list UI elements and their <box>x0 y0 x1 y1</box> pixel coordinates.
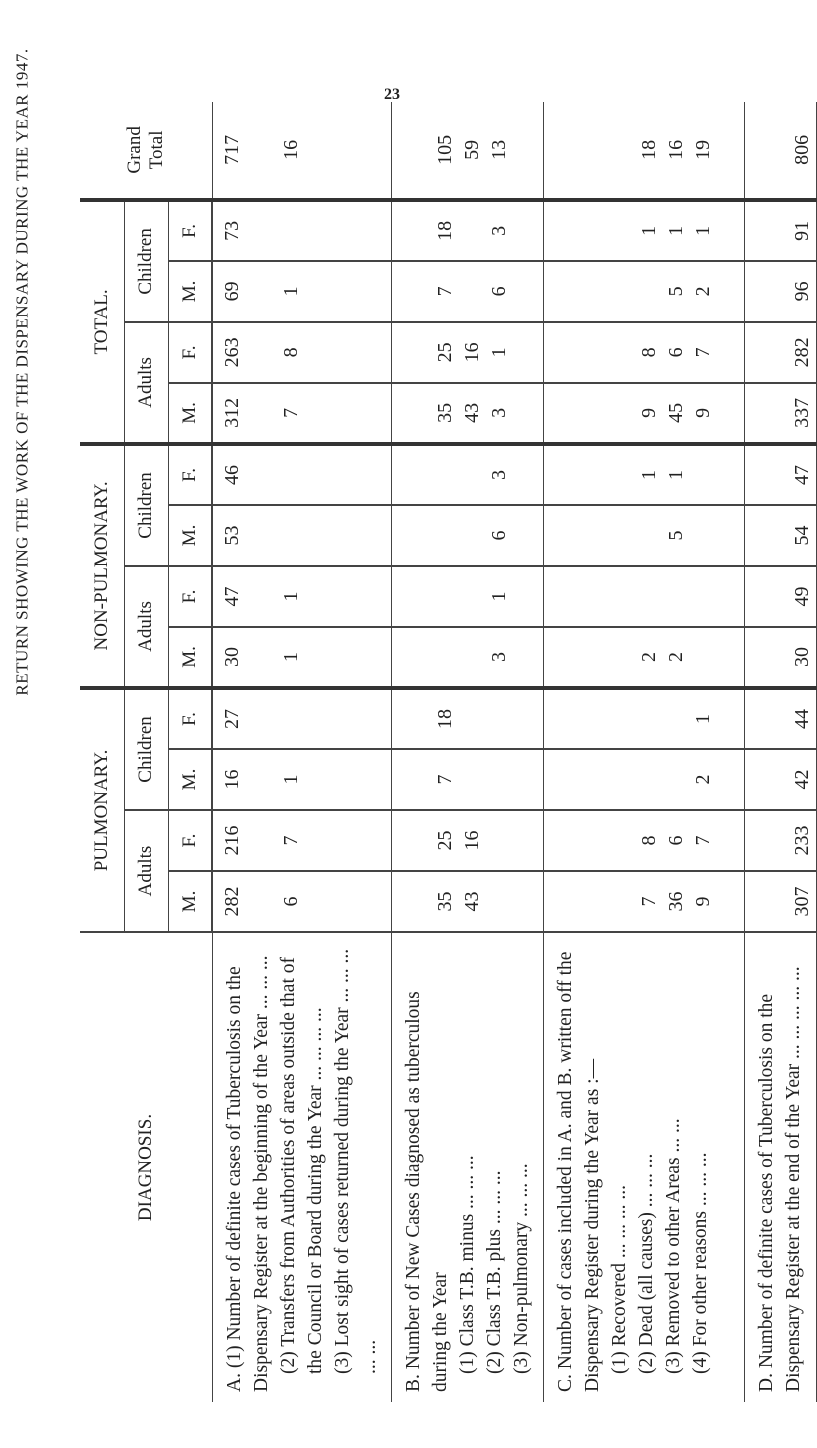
value-stack <box>544 325 744 380</box>
col-f: F. <box>168 688 212 749</box>
value-cell <box>543 688 744 749</box>
cell-value: 312 <box>221 397 243 428</box>
value-stack <box>392 569 513 624</box>
value-stack <box>745 630 816 684</box>
value-cell <box>391 810 543 871</box>
diagnosis-header: DIAGNOSIS. <box>80 932 212 1402</box>
pulm-children-header: Children <box>124 688 168 810</box>
cell-value: 1 <box>280 591 302 602</box>
value-cell <box>543 505 744 566</box>
cell-value: 6 <box>664 835 687 846</box>
value-cell <box>543 383 744 444</box>
value-stack <box>213 448 378 502</box>
value-stack <box>392 104 513 196</box>
col-f: F. <box>168 444 212 505</box>
value-stack <box>392 752 513 807</box>
value-cell <box>212 688 391 749</box>
value-stack <box>745 569 816 624</box>
value-stack <box>745 204 816 258</box>
col-m: M. <box>168 749 212 810</box>
cell-value: 16 <box>664 139 687 160</box>
rotated-table <box>80 102 813 1402</box>
cell-value: 45 <box>664 402 687 423</box>
col-f: F. <box>168 322 212 383</box>
value-stack <box>745 813 816 868</box>
value-cell <box>543 749 744 810</box>
non-pulmonary-header: NON-PULMONARY. <box>80 444 124 688</box>
value-cell <box>212 505 391 566</box>
cell-value: 30 <box>221 646 243 667</box>
cell-value: 1 <box>280 774 302 785</box>
cell-value: 2 <box>664 651 687 662</box>
value-cell <box>744 810 816 871</box>
cell-value: 1 <box>691 713 714 724</box>
value-cell <box>212 383 391 444</box>
cell-value: 1 <box>280 286 302 297</box>
value-cell <box>744 871 816 932</box>
value-stack <box>544 569 744 624</box>
value-cell <box>391 505 543 566</box>
cell-value: 18 <box>433 708 456 729</box>
value-stack <box>745 508 816 563</box>
cell-value: 1 <box>664 469 687 480</box>
value-cell <box>744 749 816 810</box>
value-cell <box>212 102 391 200</box>
cell-value: 282 <box>790 337 813 368</box>
value-stack <box>213 874 378 929</box>
cell-value: 73 <box>221 220 243 241</box>
cell-value: 2 <box>637 651 660 662</box>
cell-value: 9 <box>637 407 660 418</box>
value-cell <box>744 444 816 505</box>
value-stack <box>213 692 378 746</box>
value-cell <box>543 627 744 688</box>
pulm-adults-header: Adults <box>124 810 168 932</box>
nonpulm-adults-header: Adults <box>124 566 168 688</box>
value-cell <box>391 261 543 322</box>
cell-value: 282 <box>221 886 243 917</box>
section-label-B: B. Number of New Cases diagnosed as tuberculous during the Year (1) Class T.B. minus ... ... ... (2) Class T.B. plus ... ... ... (3) Non-pulmonary ... ... ... <box>391 932 543 1402</box>
cell-value: 1 <box>637 469 660 480</box>
value-stack <box>392 264 513 319</box>
value-stack <box>213 569 378 624</box>
value-cell <box>212 444 391 505</box>
value-cell <box>391 383 543 444</box>
col-f: F. <box>168 566 212 627</box>
value-cell <box>543 444 744 505</box>
value-cell <box>391 566 543 627</box>
value-stack <box>745 104 816 196</box>
cell-value: 25 <box>433 342 456 363</box>
value-cell <box>744 102 816 200</box>
value-stack <box>392 325 513 380</box>
cell-value: 5 <box>664 286 687 297</box>
cell-value: 216 <box>221 825 243 856</box>
value-stack <box>213 325 378 380</box>
col-m: M. <box>168 383 212 444</box>
dispensary-return-table <box>80 102 817 1402</box>
value-cell <box>391 102 543 200</box>
cell-value: 44 <box>790 708 813 729</box>
value-stack <box>544 874 744 929</box>
cell-value: 16 <box>221 769 243 790</box>
cell-value: 7 <box>433 286 456 297</box>
value-stack <box>544 692 744 746</box>
total-header: TOTAL. <box>80 200 124 444</box>
cell-value: 233 <box>790 825 813 856</box>
cell-value: 3 <box>487 407 510 418</box>
cell-value: 7 <box>280 835 302 846</box>
cell-value: 337 <box>790 397 813 428</box>
table-container <box>80 102 813 1402</box>
value-stack <box>392 874 513 929</box>
value-stack <box>544 264 744 319</box>
cell-value: 7 <box>691 835 714 846</box>
value-stack <box>544 448 744 502</box>
col-m: M. <box>168 627 212 688</box>
cell-value: 5 <box>664 530 687 541</box>
cell-value: 47 <box>221 586 243 607</box>
value-cell <box>744 566 816 627</box>
cell-value: 16 <box>460 342 483 363</box>
cell-value: 27 <box>221 708 243 729</box>
value-cell <box>543 102 744 200</box>
cell-value: 3 <box>487 469 510 480</box>
value-cell <box>391 688 543 749</box>
cell-value: 8 <box>280 347 302 358</box>
value-stack <box>745 448 816 502</box>
value-cell <box>391 627 543 688</box>
cell-value: 35 <box>433 402 456 423</box>
value-stack <box>544 813 744 868</box>
value-stack <box>213 752 378 807</box>
value-cell <box>744 627 816 688</box>
value-cell <box>212 322 391 383</box>
grand-total-header: Grand Total <box>80 102 212 200</box>
cell-value: 16 <box>460 830 483 851</box>
cell-value: 59 <box>460 139 483 160</box>
cell-value: 35 <box>433 891 456 912</box>
cell-value: 1 <box>280 651 302 662</box>
section-label-D: D. Number of definite cases of Tuberculosis on the Dispensary Register at the end of the Year ... ... ... ... ... <box>744 932 816 1402</box>
value-stack <box>392 692 513 746</box>
cell-value: 36 <box>664 891 687 912</box>
cell-value: 717 <box>220 134 243 165</box>
value-stack <box>544 508 744 563</box>
section-row-D <box>744 102 816 1402</box>
page-number: 23 <box>384 86 400 103</box>
cell-value: 7 <box>691 347 714 358</box>
cell-value: 9 <box>691 407 714 418</box>
col-m: M. <box>168 505 212 566</box>
value-cell <box>543 871 744 932</box>
value-cell <box>391 200 543 261</box>
value-cell <box>543 261 744 322</box>
page-title: RETURN SHOWING THE WORK OF THE DISPENSARY DURING THE YEAR 1947. <box>13 48 33 696</box>
cell-value: 3 <box>487 651 510 662</box>
cell-value: 307 <box>790 886 813 917</box>
value-stack <box>745 264 816 319</box>
value-cell <box>391 444 543 505</box>
cell-value: 47 <box>790 464 813 485</box>
value-cell <box>212 261 391 322</box>
cell-value: 1 <box>487 591 510 602</box>
nonpulm-children-header: Children <box>124 444 168 566</box>
value-stack <box>745 386 816 440</box>
cell-value: 18 <box>637 139 660 160</box>
value-stack <box>392 508 513 563</box>
cell-value: 30 <box>790 646 813 667</box>
cell-value: 2 <box>691 774 714 785</box>
cell-value: 13 <box>487 139 510 160</box>
value-cell <box>391 749 543 810</box>
cell-value: 46 <box>221 464 243 485</box>
value-stack <box>213 630 378 684</box>
value-stack <box>213 813 378 868</box>
cell-value: 49 <box>790 586 813 607</box>
value-cell <box>744 505 816 566</box>
value-cell <box>744 261 816 322</box>
cell-value: 6 <box>487 530 510 541</box>
value-stack <box>213 104 378 196</box>
value-cell <box>543 810 744 871</box>
cell-value: 43 <box>460 891 483 912</box>
col-m: M. <box>168 261 212 322</box>
cell-value: 19 <box>691 139 714 160</box>
col-m: M. <box>168 871 212 932</box>
cell-value: 1 <box>637 225 660 236</box>
value-stack <box>392 630 513 684</box>
value-stack <box>213 508 378 563</box>
cell-value: 9 <box>691 896 714 907</box>
cell-value: 25 <box>433 830 456 851</box>
value-cell <box>212 566 391 627</box>
pulmonary-header: PULMONARY. <box>80 688 124 932</box>
value-cell <box>212 871 391 932</box>
value-cell <box>212 749 391 810</box>
cell-value: 69 <box>221 281 243 302</box>
value-cell <box>744 688 816 749</box>
value-cell <box>543 322 744 383</box>
cell-value: 8 <box>637 347 660 358</box>
cell-value: 6 <box>487 286 510 297</box>
section-row-A <box>212 102 391 1402</box>
cell-value: 1 <box>691 225 714 236</box>
cell-value: 6 <box>664 347 687 358</box>
value-stack <box>213 264 378 319</box>
section-row-B <box>391 102 543 1402</box>
value-stack <box>392 204 513 258</box>
value-stack <box>745 752 816 807</box>
value-cell <box>744 383 816 444</box>
section-label-A: A. (1) Number of definite cases of Tuberculosis on the Dispensary Register at the beginning of the Year ... ... ... (2) Transfers from Authorities of areas outside that of the Council or Board during the Year ... ... ... ... (3) Lost sight of cases returned during the Year ... ... ... ... ... <box>212 932 391 1402</box>
value-cell <box>744 322 816 383</box>
total-children-header: Children <box>124 200 168 322</box>
value-cell <box>212 627 391 688</box>
value-cell <box>212 810 391 871</box>
value-stack <box>544 386 744 440</box>
value-stack <box>544 204 744 258</box>
cell-value: 18 <box>433 220 456 241</box>
col-f: F. <box>168 200 212 261</box>
value-stack <box>213 204 378 258</box>
section-row-C <box>543 102 744 1402</box>
total-adults-header: Adults <box>124 322 168 444</box>
cell-value: 263 <box>221 337 243 368</box>
value-stack <box>544 752 744 807</box>
cell-value: 54 <box>790 525 813 546</box>
value-stack <box>745 692 816 746</box>
cell-value: 53 <box>221 525 243 546</box>
value-cell <box>391 322 543 383</box>
value-stack <box>745 325 816 380</box>
value-stack <box>544 630 744 684</box>
cell-value: 16 <box>279 139 302 160</box>
cell-value: 43 <box>460 402 483 423</box>
cell-value: 3 <box>487 225 510 236</box>
value-cell <box>744 200 816 261</box>
cell-value: 8 <box>637 835 660 846</box>
cell-value: 6 <box>280 896 302 907</box>
cell-value: 105 <box>433 134 456 165</box>
value-stack <box>392 386 513 440</box>
cell-value: 2 <box>691 286 714 297</box>
cell-value: 7 <box>637 896 660 907</box>
cell-value: 1 <box>664 225 687 236</box>
cell-value: 42 <box>790 769 813 790</box>
cell-value: 7 <box>280 407 302 418</box>
cell-value: 1 <box>487 347 510 358</box>
value-stack <box>745 874 816 929</box>
value-cell <box>543 200 744 261</box>
col-f: F. <box>168 810 212 871</box>
cell-value: 91 <box>790 220 813 241</box>
value-stack <box>392 813 513 868</box>
value-cell <box>212 200 391 261</box>
value-cell <box>543 566 744 627</box>
value-cell <box>391 871 543 932</box>
cell-value: 806 <box>790 134 813 165</box>
value-stack <box>392 448 513 502</box>
section-label-C: C. Number of cases included in A. and B. written off the Dispensary Register during the Year as :— (1) Recovered ... ... ... ... (2) Dead (all causes) ... ... ... (3) Removed to other Areas ... ... (4) For other reasons ... ... ... <box>543 932 744 1402</box>
cell-value: 7 <box>433 774 456 785</box>
cell-value: 96 <box>790 281 813 302</box>
value-stack <box>213 386 378 440</box>
value-stack <box>544 104 744 196</box>
